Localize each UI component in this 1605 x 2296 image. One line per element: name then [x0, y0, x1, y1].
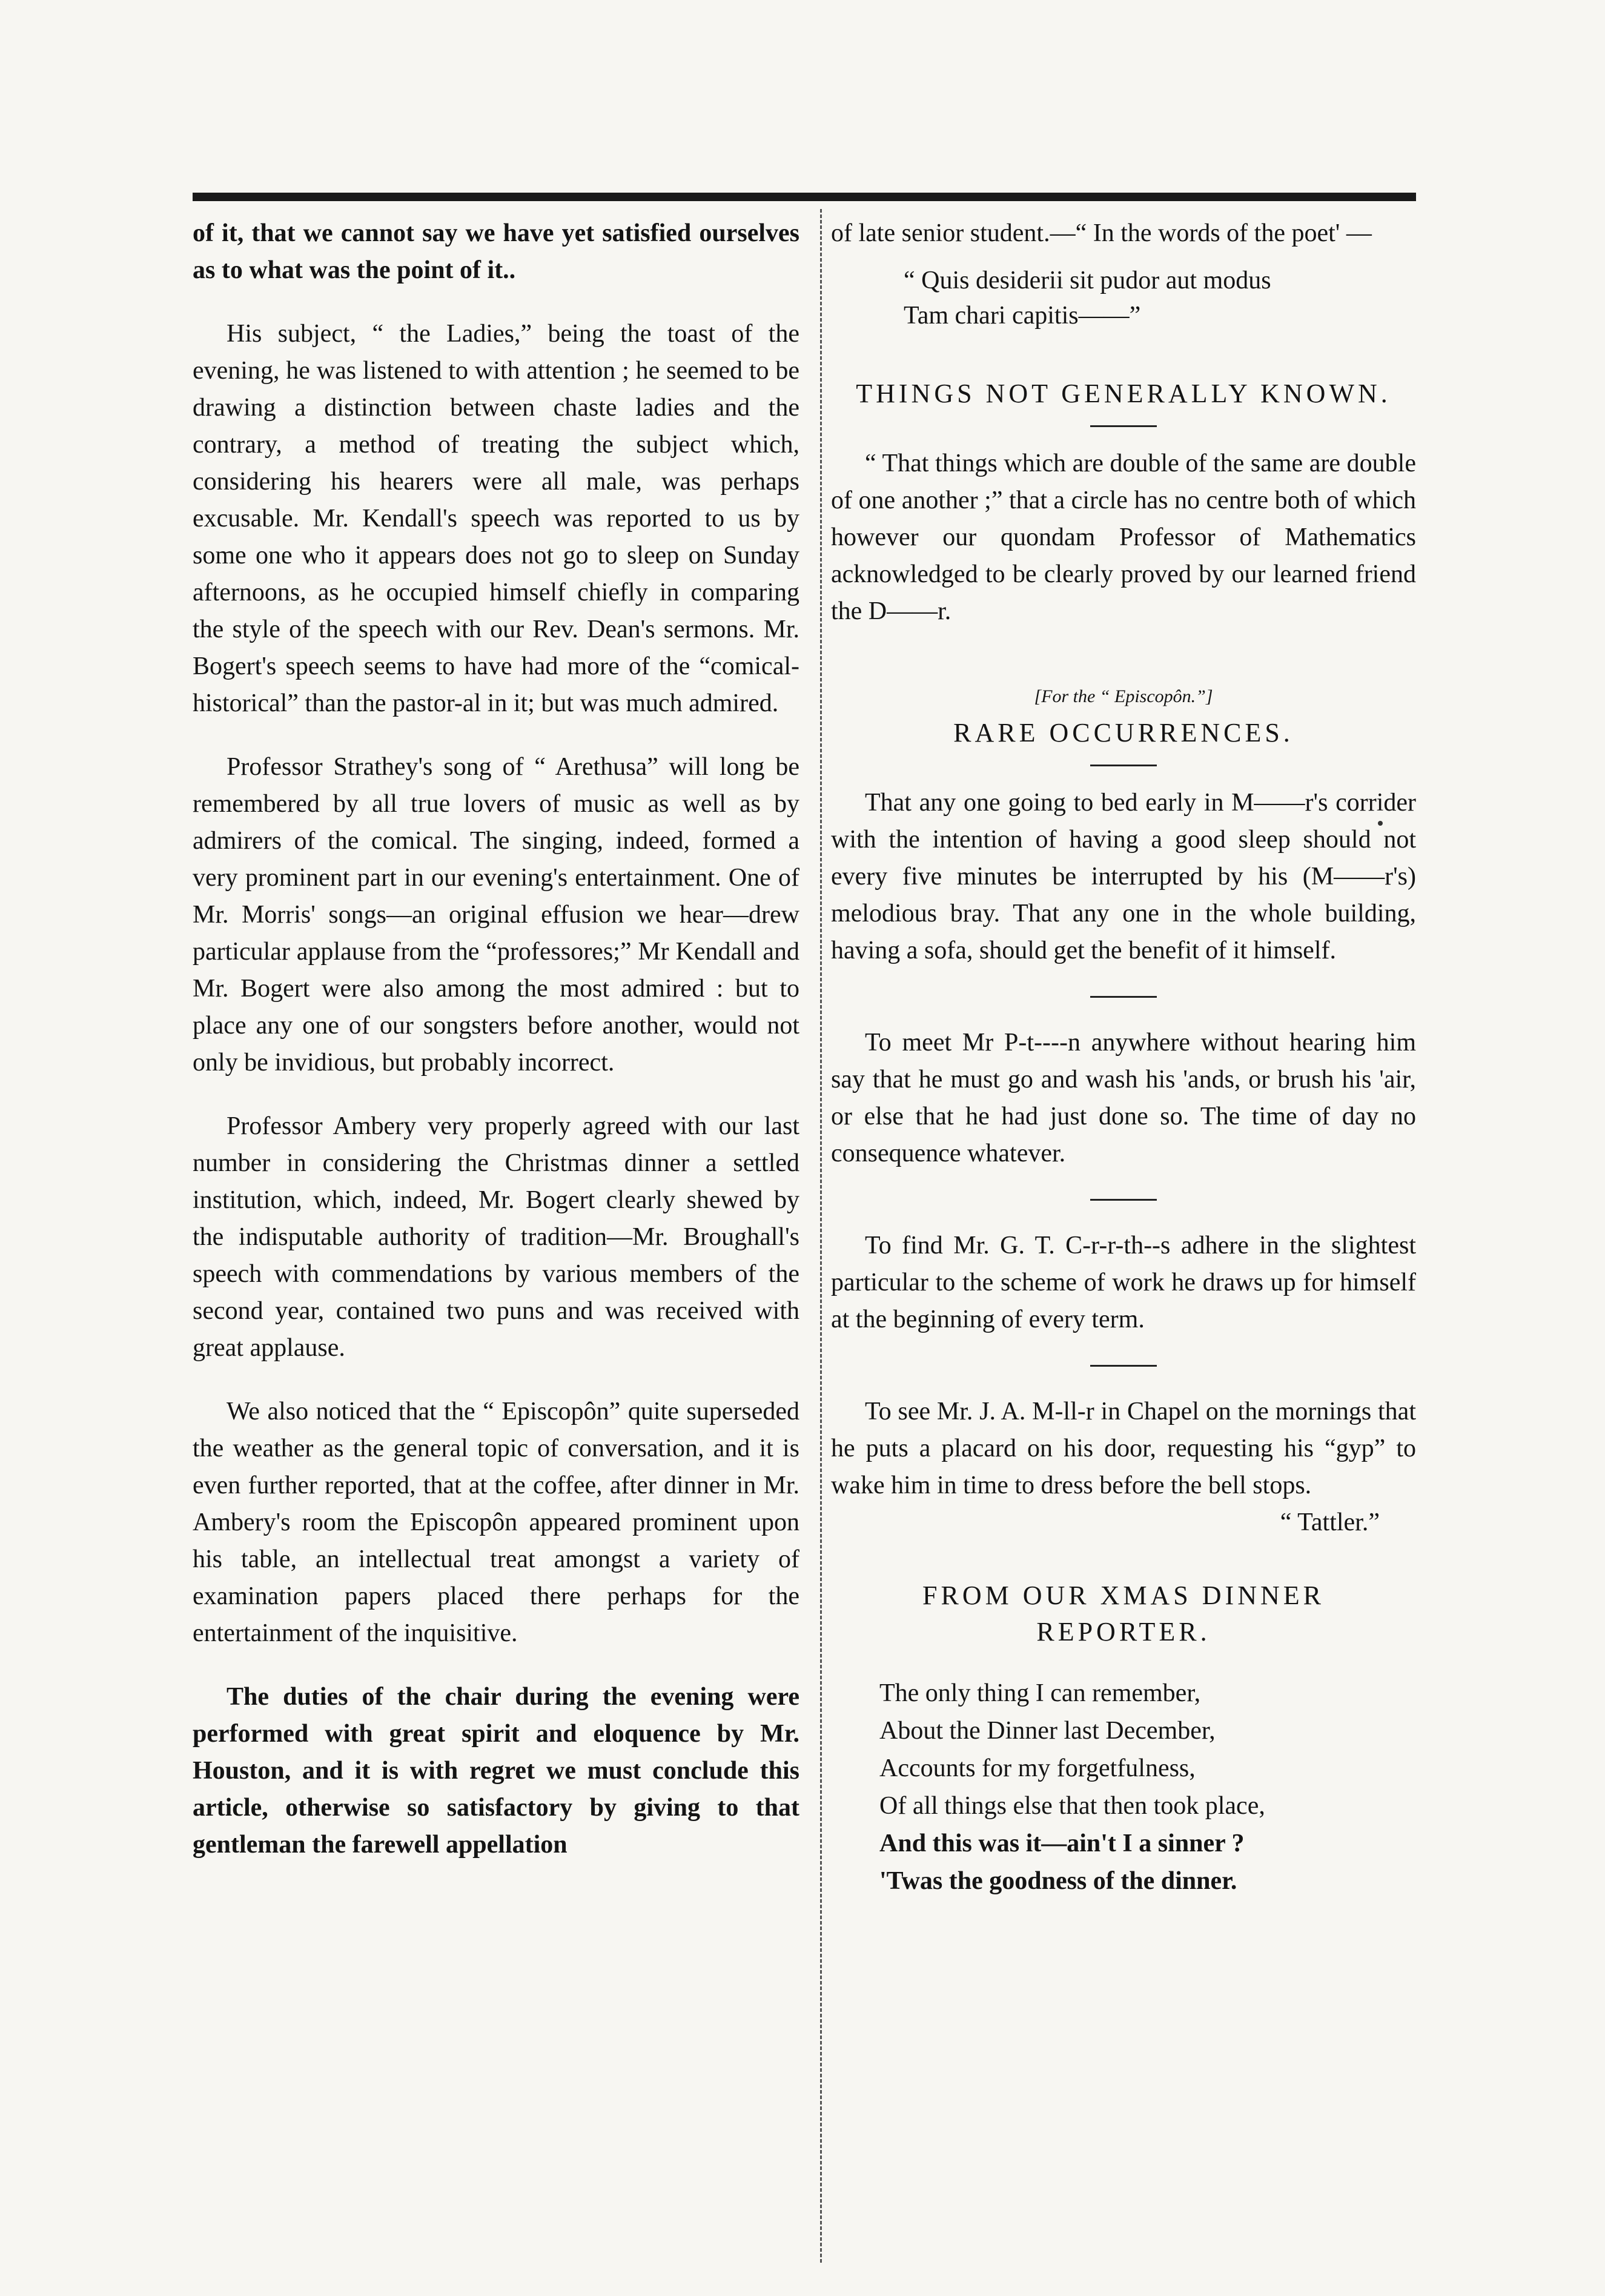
left-paragraph-1: of it, that we cannot say we have yet satisfied ourselves as to what was the point of it.. [193, 219, 799, 284]
right-paragraph-5: To find Mr. G. T. C-r-r-th--s adhere in the slightest particular to the scheme of work he draws up for himself at the beginning of every term. [831, 1232, 1416, 1333]
heading-rare-occurrences: RARE OCCURRENCES. [953, 718, 1294, 748]
poem [831, 1674, 1416, 1900]
section-rule [1090, 1365, 1157, 1367]
latin-quote-line-1: “ Quis desiderii sit pudor aut modus [904, 267, 1271, 294]
section-rule [1090, 425, 1157, 427]
left-paragraph-4: Professor Ambery very properly agreed with our last number in considering the Christmas dinner a settled institution, which, indeed, Mr. Bogert clearly shewed by the indisputable authority of tradition—Mr. Broughall's speech with commendations by various members of the second year, contained two puns and was received with great applause. [193, 1112, 799, 1362]
left-paragraph-2: His subject, “ the Ladies,” being the toast of the evening, he was listened to with attention ; he seemed to be drawing a distinction between chaste ladies and the contrary, a method of treating the subject which, considering his hearers were all male, was perhaps excusable. Mr. Kendall's speech was reported to us by some one who it appears does not go to sleep on Sunday afternoons, as he occupied himself chiefly in comparing the style of the speech with our Rev. Dean's sermons. Mr. Bogert's speech seems to have had more of the “comical-historical” than the pastor-al in it; but was much admired. [193, 320, 799, 717]
section-rule [1090, 1199, 1157, 1201]
signature-tattler: “ Tattler.” [1280, 1508, 1380, 1536]
left-paragraph-3: Professor Strathey's song of “ Arethusa” will long be remembered by all true lovers of music as well as by admirers of the comical. The singing, indeed, formed a very prominent part in our evening's entertainment. One of Mr. Morris' songs—an original effusion we hear—drew particular applause from the “professores;” Mr Kendall and Mr. Bogert were also among the most admired : but to place any one of our songsters before another, would not only be invidious, but probably incorrect. [193, 753, 799, 1077]
latin-quote-line-2: Tam chari capitis——” [904, 302, 1141, 330]
poem-line: And this was it—ain't I a sinner ? [879, 1830, 1245, 1857]
top-rule [193, 193, 1416, 201]
poem-line: The only thing I can remember, [879, 1679, 1201, 1707]
right-paragraph-2: “ That things which are double of the same are double of one another ;” that a circle has no centre both of which however our quondam Professor of Mathematics acknowledged to be clearly proved by our learned friend the D——r. [831, 450, 1416, 625]
poem-line: About the Dinner last December, [879, 1717, 1216, 1745]
right-paragraph-1: of late senior student.—“ In the words of the poet' — [831, 219, 1372, 247]
right-paragraph-3: That any one going to bed early in M——r's corrider with the intention of having a good sleep should not every five minutes be interrupted by his (M——r's) melodious bray. That any one in the whole building, having a sofa, should get the benefit of it himself. [831, 789, 1416, 964]
right-paragraph-6: To see Mr. J. A. M-ll-r in Chapel on the mornings that he puts a placard on his door, requesting his “gyp” to wake him in time to dress before the bell stops. [831, 1398, 1416, 1499]
poem-line: Accounts for my forgetfulness, [879, 1754, 1196, 1782]
heading-things-not-generally-known: THINGS NOT GENERALLY KNOWN. [856, 379, 1391, 408]
column-divider [820, 209, 824, 2263]
section-rule [1090, 765, 1157, 766]
right-column [831, 215, 1416, 1900]
poem-line: 'Twas the goodness of the dinner. [879, 1867, 1237, 1895]
left-column [193, 215, 799, 1863]
credit-line: [For the “ Episcopôn.”] [1034, 686, 1213, 706]
poem-line: Of all things else that then took place, [879, 1792, 1265, 1820]
heading-xmas-dinner-reporter: FROM OUR XMAS DINNER REPORTER. [922, 1581, 1325, 1647]
left-paragraph-5: We also noticed that the “ Episcopôn” quite superseded the weather as the general topic of conversation, and it is even further reported, that at the coffee, after dinner in Mr. Ambery's room the Episcopôn appeared prominent upon his table, an intellectual treat amongst a variety of examination papers placed there perhaps for the entertainment of the inquisitive. [193, 1398, 799, 1647]
right-paragraph-4: To meet Mr P-t----n anywhere without hearing him say that he must go and wash his 'ands, or brush his 'air, or else that he had just done so. The time of day no consequence whatever. [831, 1029, 1416, 1167]
section-rule [1090, 996, 1157, 998]
left-paragraph-6: The duties of the chair during the evening were performed with great spirit and eloquence by Mr. Houston, and it is with regret we must conclude this article, otherwise so satisfactory by giving to that gentleman the farewell appellation [193, 1683, 799, 1859]
